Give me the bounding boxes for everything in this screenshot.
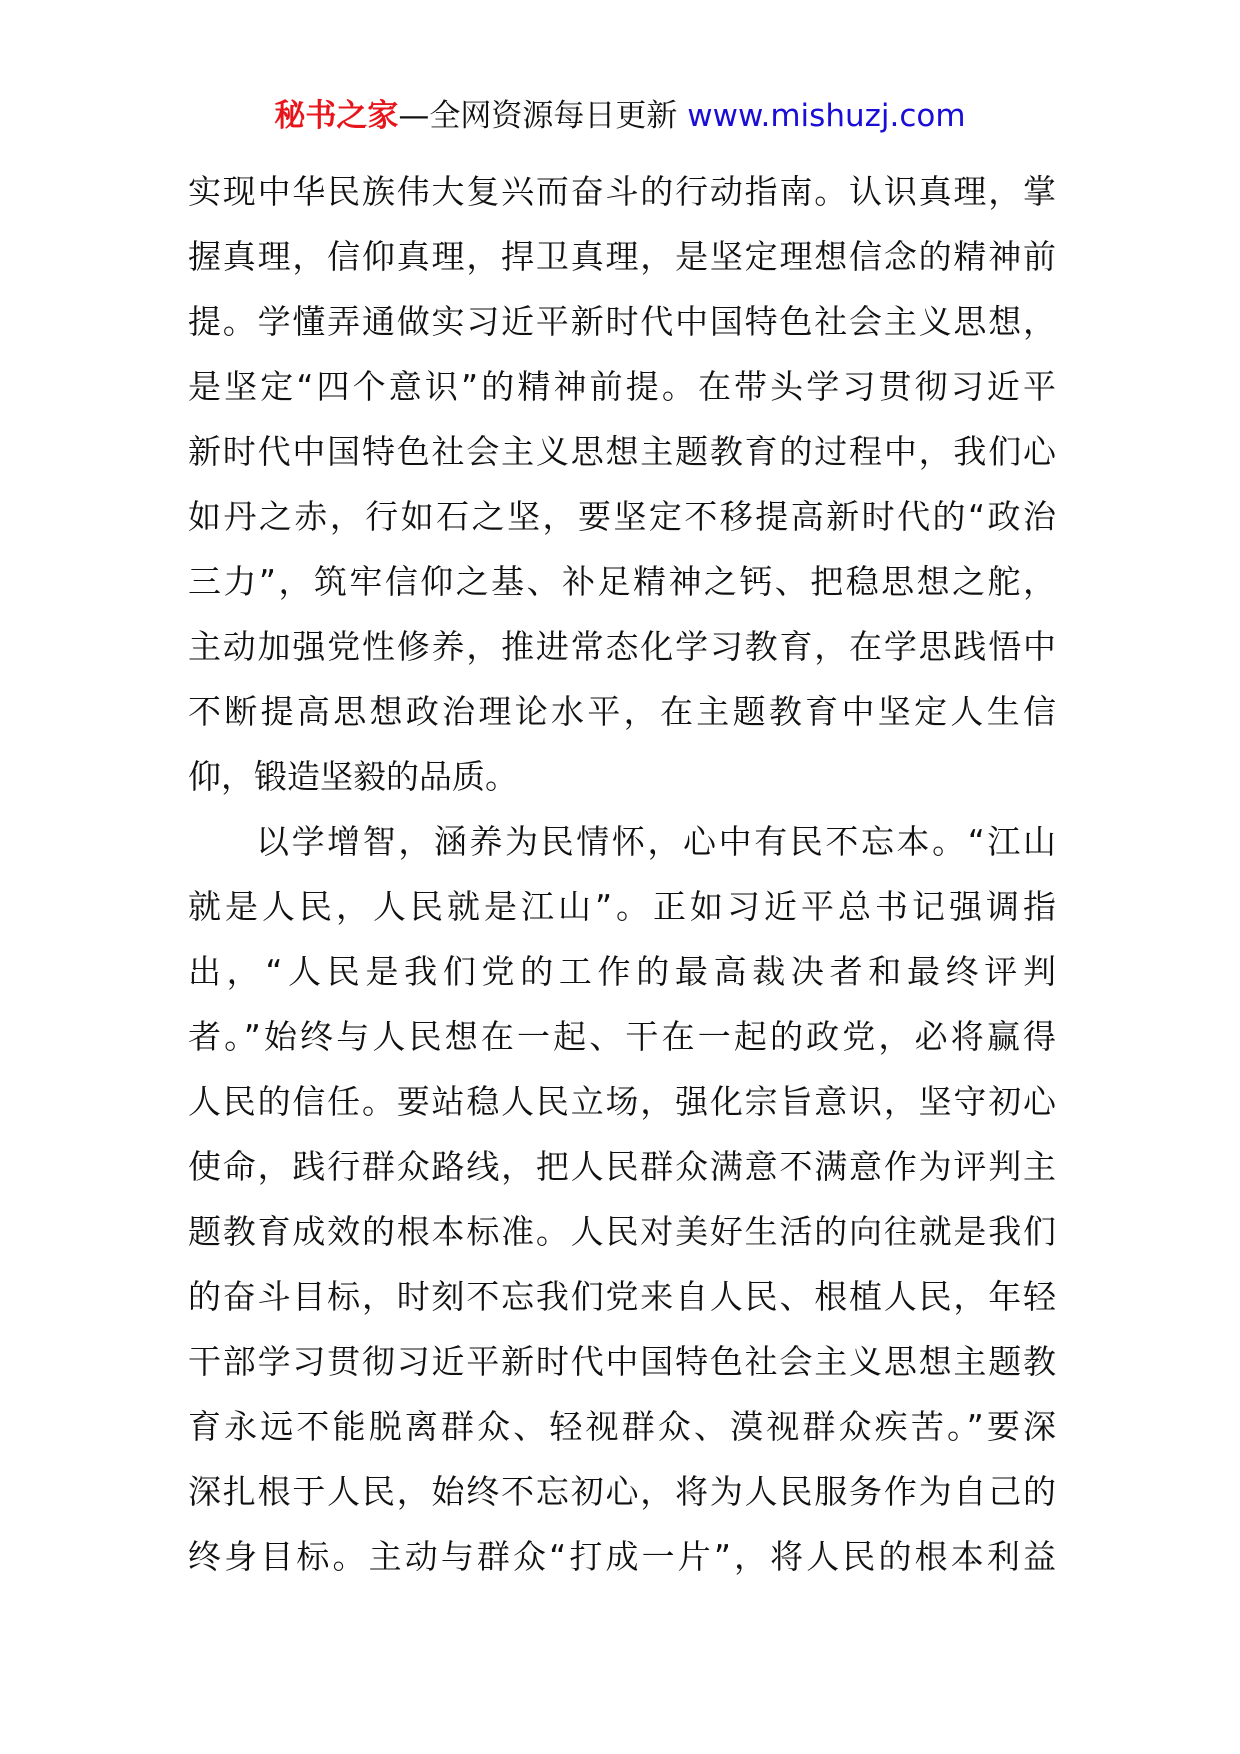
text-line: 三力”，筑牢信仰之基、补足精神之钙、把稳思想之舵， <box>188 562 1056 601</box>
text-line: 主动加强党性修养，推进常态化学习教育，在学思践悟中 <box>188 627 1056 666</box>
site-brand: 秘书之家 <box>274 98 399 134</box>
text-line: 不断提高思想政治理论水平，在主题教育中坚定人生信 <box>188 692 1056 731</box>
text-line: 使命，践行群众路线，把人民群众满意不满意作为评判主 <box>188 1147 1056 1186</box>
document-body <box>188 159 1056 1589</box>
site-url[interactable]: www.mishuzj.com <box>687 98 966 134</box>
text-line: 出，“人民是我们党的工作的最高裁决者和最终评判 <box>188 952 1056 991</box>
paragraph-1 <box>188 159 1056 809</box>
text-line: 就是人民，人民就是江山”。正如习近平总书记强调指 <box>188 887 1056 926</box>
site-header <box>0 96 1240 136</box>
text-line: 题教育成效的根本标准。人民对美好生活的向往就是我们 <box>188 1212 1056 1251</box>
text-line: 仰，锻造坚毅的品质。 <box>188 757 518 796</box>
text-line: 干部学习贯彻习近平新时代中国特色社会主义思想主题教 <box>188 1342 1056 1381</box>
text-line: 深扎根于人民，始终不忘初心，将为人民服务作为自己的 <box>188 1472 1056 1511</box>
text-line: 人民的信任。要站稳人民立场，强化宗旨意识，坚守初心 <box>188 1082 1056 1121</box>
text-line: 以学增智，涵养为民情怀，心中有民不忘本。“江山 <box>256 822 1056 861</box>
text-line: 提。学懂弄通做实习近平新时代中国特色社会主义思想， <box>188 302 1056 341</box>
site-tagline: —全网资源每日更新 <box>398 98 688 134</box>
paragraph-2 <box>188 809 1056 1589</box>
text-line: 育永远不能脱离群众、轻视群众、漠视群众疾苦。”要深 <box>188 1407 1056 1446</box>
text-line: 实现中华民族伟大复兴而奋斗的行动指南。认识真理，掌 <box>188 172 1056 211</box>
text-line: 的奋斗目标，时刻不忘我们党来自人民、根植人民，年轻 <box>188 1277 1056 1316</box>
text-line: 终身目标。主动与群众“打成一片”，将人民的根本利益 <box>188 1537 1056 1576</box>
text-line: 是坚定“四个意识”的精神前提。在带头学习贯彻习近平 <box>188 367 1056 406</box>
text-line: 如丹之赤，行如石之坚，要坚定不移提高新时代的“政治 <box>188 497 1056 536</box>
text-line: 者。”始终与人民想在一起、干在一起的政党，必将赢得 <box>188 1017 1056 1056</box>
text-line: 新时代中国特色社会主义思想主题教育的过程中，我们心 <box>188 432 1056 471</box>
text-line: 握真理，信仰真理，捍卫真理，是坚定理想信念的精神前 <box>188 237 1056 276</box>
